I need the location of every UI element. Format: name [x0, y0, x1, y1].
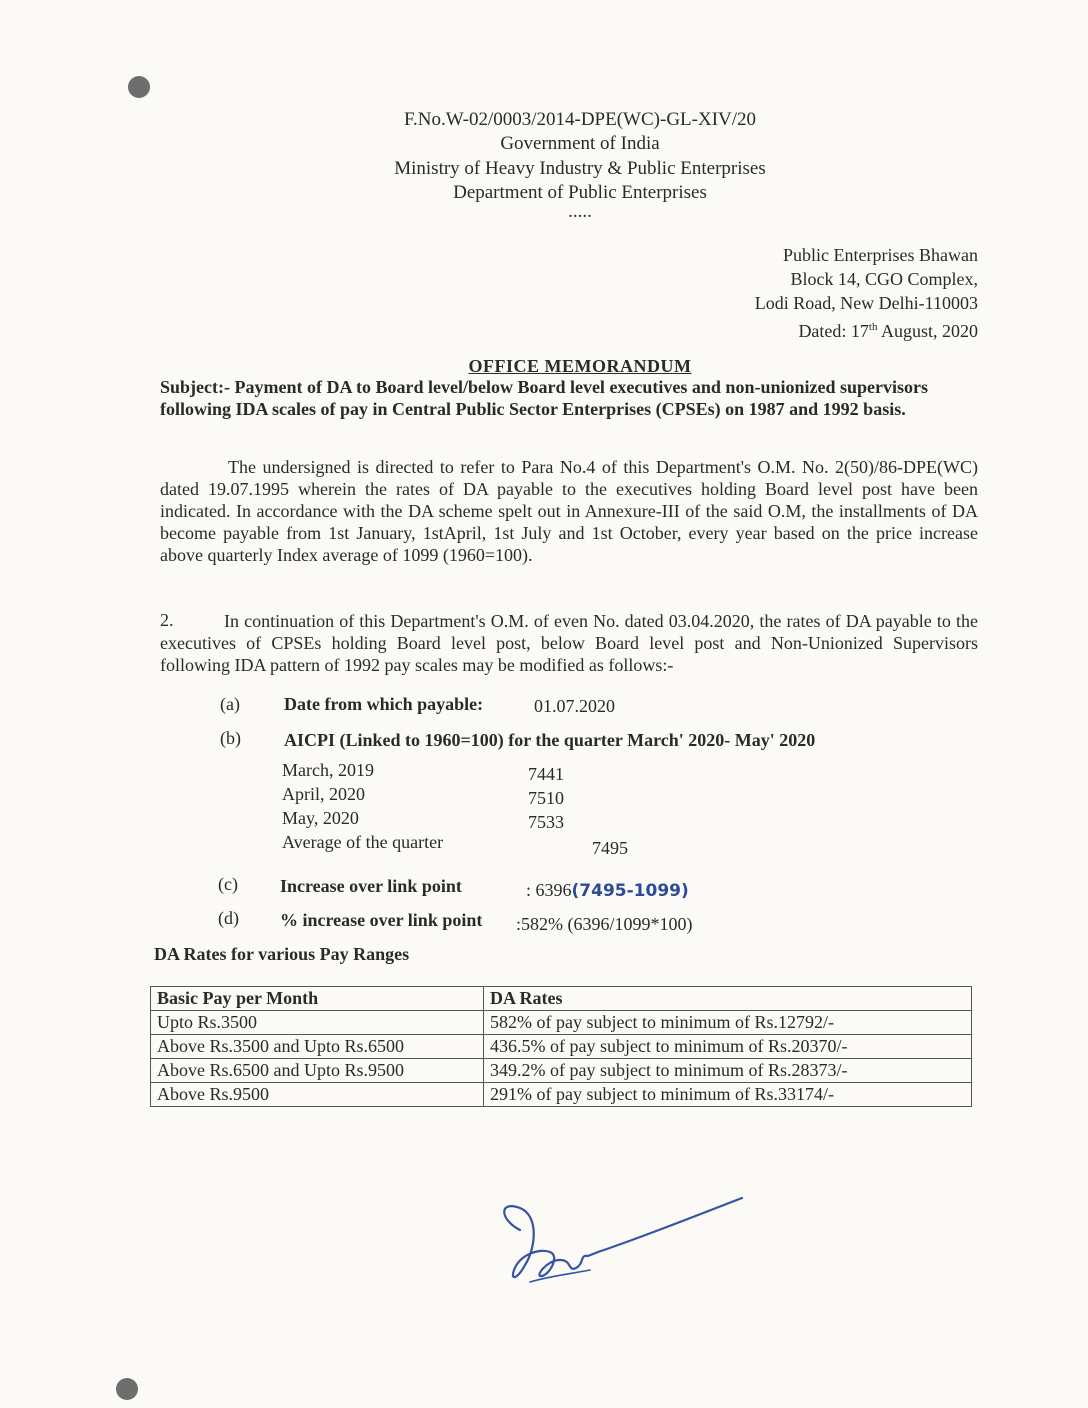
table-cell-pay: Upto Rs.3500: [151, 1011, 484, 1035]
table-cell-rate: 436.5% of pay subject to minimum of Rs.20370/-: [484, 1035, 972, 1059]
government-name: Government of India: [500, 133, 660, 154]
table-cell-rate: 349.2% of pay subject to minimum of Rs.28373/-: [484, 1059, 972, 1083]
ministry-name: Ministry of Heavy Industry & Public Enterprises: [394, 158, 766, 179]
paragraph-2-number: 2.: [160, 610, 174, 630]
table-title: DA Rates for various Pay Ranges: [154, 944, 410, 964]
aicpi-value-3: 7533: [528, 812, 564, 832]
table-row: [151, 1011, 972, 1035]
da-rates-table: [150, 986, 972, 1107]
paragraph-2: In continuation of this Department's O.M. of even No. dated 03.04.2020, the rates of DA payable to the executives of CPSEs holding Board level post, below Board level post and Non-Unionized Supervisors following IDA pattern of 1992 pay scales may be modified as follows:-: [160, 611, 978, 675]
item-b-mark: (b): [220, 728, 241, 748]
punch-hole-top: [128, 76, 150, 98]
table-cell-pay: Above Rs.9500: [151, 1083, 484, 1107]
signature-image: [480, 1190, 760, 1310]
table-cell-rate: 291% of pay subject to minimum of Rs.33174/-: [484, 1083, 972, 1107]
memo-date: Dated: 17th August, 2020: [798, 321, 978, 341]
aicpi-average-value: 7495: [592, 838, 628, 858]
file-number: F.No.W-02/0003/2014-DPE(WC)-GL-XIV/20: [403, 109, 757, 130]
memo-subject: Subject:- Payment of DA to Board level/below Board level executives and non-unionized supervisors following IDA scales of pay in Central Public Sector Enterprises (CPSEs) on 1987 and 1992 basis.: [160, 377, 928, 419]
item-a-mark: (a): [220, 694, 240, 714]
item-a-value: 01.07.2020: [534, 696, 615, 716]
item-c-mark: (c): [218, 874, 238, 894]
paragraph-1: The undersigned is directed to refer to Para No.4 of this Department's O.M. No. 2(50)/86-DPE(WC) dated 19.07.1995 wherein the rates of DA payable to the executives holding Board level post have been indicated. In accordance with the DA scheme spelt out in Annexure-III of the said O.M, the installments of DA become payable from 1st January, 1stApril, 1st July and 1st October, every year based on the price increase above quarterly Index average of 1099 (1960=100).: [160, 457, 978, 565]
table-header-row: [151, 987, 972, 1011]
table-header-basic-pay: Basic Pay per Month: [151, 987, 484, 1011]
aicpi-month-2: April, 2020: [282, 784, 365, 804]
item-c-label: Increase over link point: [280, 876, 462, 896]
table-cell-pay: Above Rs.3500 and Upto Rs.6500: [151, 1035, 484, 1059]
aicpi-value-2: 7510: [528, 788, 564, 808]
item-b-label: AICPI (Linked to 1960=100) for the quarter March' 2020- May' 2020: [284, 730, 816, 750]
aicpi-value-1: 7441: [528, 764, 564, 784]
address-line-2: Block 14, CGO Complex,: [790, 269, 978, 289]
table-row: [151, 1083, 972, 1107]
aicpi-average-label: Average of the quarter: [282, 832, 444, 852]
aicpi-month-3: May, 2020: [282, 808, 359, 828]
handwritten-note: (7495-1099): [571, 881, 689, 901]
table-cell-pay: Above Rs.6500 and Upto Rs.9500: [151, 1059, 484, 1083]
table-header-da-rates: DA Rates: [484, 987, 972, 1011]
table-cell-rate: 582% of pay subject to minimum of Rs.12792/-: [484, 1011, 972, 1035]
item-a-label: Date from which payable:: [284, 694, 484, 714]
address-line-1: Public Enterprises Bhawan: [783, 245, 978, 265]
item-d-label: % increase over link point: [280, 910, 483, 930]
item-d-value: :582% (6396/1099*100): [516, 914, 693, 934]
header-dots: .....: [568, 201, 592, 222]
department-name: Department of Public Enterprises: [453, 182, 707, 203]
punch-hole-bottom: [116, 1378, 138, 1400]
table-row: [151, 1059, 972, 1083]
item-d-mark: (d): [218, 908, 239, 928]
address-line-3: Lodi Road, New Delhi-110003: [754, 293, 978, 313]
table-row: [151, 1035, 972, 1059]
aicpi-month-1: March, 2019: [282, 760, 374, 780]
item-c-value: : 6396(7495-1099): [526, 880, 689, 901]
memo-title: OFFICE MEMORANDUM: [468, 356, 692, 376]
